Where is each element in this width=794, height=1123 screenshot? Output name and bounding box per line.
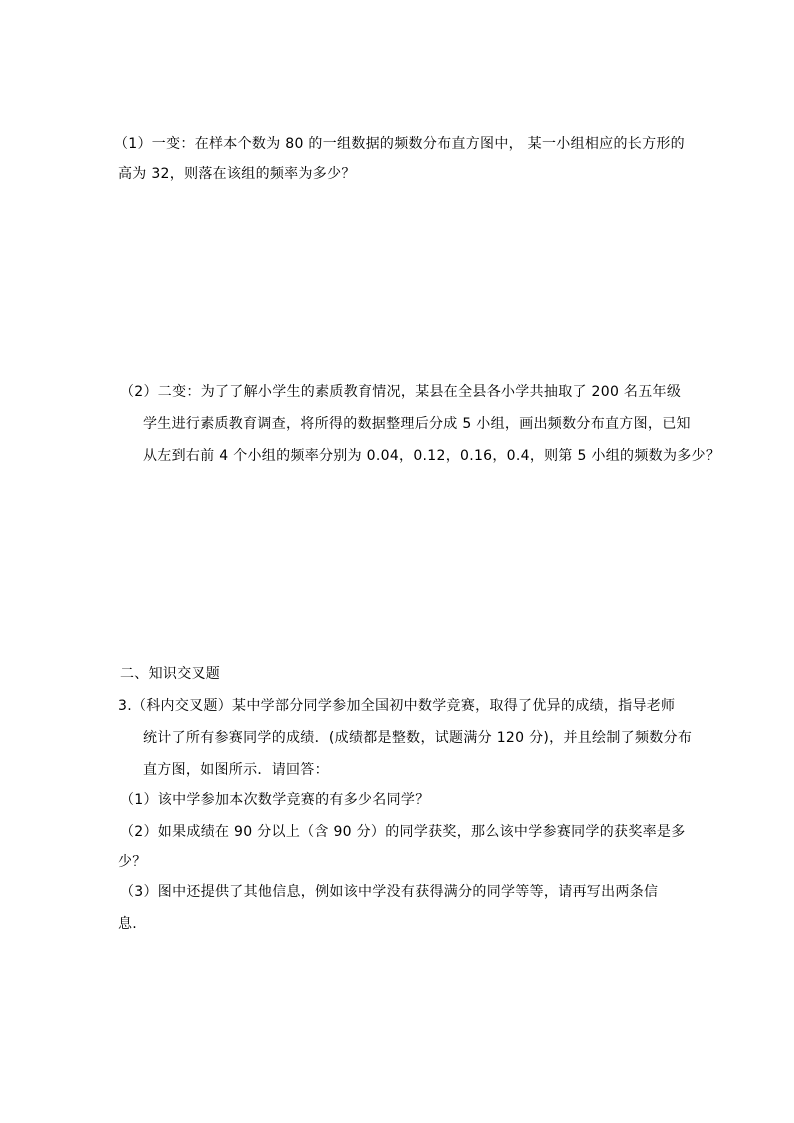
problem3-line2: 统计了所有参赛同学的成绩．(成绩都是整数，试题满分 120 分)，并且绘制了频数分布 [143, 730, 693, 746]
section2-heading: 二、知识交叉题 [120, 666, 221, 682]
problem2-line1: （2）二变：为了了解小学生的素质教育情况，某县在全县各小学共抽取了 200 名五年级 [120, 384, 682, 400]
problem3-question3-line1: （3）图中还提供了其他信息，例如该中学没有获得满分的同学等等，请再写出两条信 [120, 884, 659, 900]
problem3-question3-line2: 息. [118, 916, 138, 932]
problem3-line1: 3.（科内交叉题）某中学部分同学参加全国初中数学竞赛，取得了优异的成绩，指导老师 [118, 698, 676, 714]
problem2-line2: 学生进行素质教育调查，将所得的数据整理后分成 5 小组，画出频数分布直方图，已知 [143, 416, 691, 432]
problem1-line2: 高为 32，则落在该组的频率为多少？ [118, 166, 356, 182]
problem3-question2-line1: （2）如果成绩在 90 分以上（含 90 分）的同学获奖，那么该中学参赛同学的获奖率是多 [120, 824, 686, 840]
problem3-question1: （1）该中学参加本次数学竞赛的有多少名同学？ [120, 792, 430, 808]
problem1-line1: （1）一变：在样本个数为 80 的一组数据的频数分布直方图中， 某一小组相应的长方形的 [114, 136, 685, 152]
problem3-line3: 直方图，如图所示．请回答： [143, 762, 329, 778]
problem2-line3: 从左到右前 4 个小组的频率分别为 0.04，0.12，0.16，0.4，则第 5 小组的频数为多少？ [143, 448, 721, 464]
problem3-question2-line2: 少？ [118, 854, 147, 870]
